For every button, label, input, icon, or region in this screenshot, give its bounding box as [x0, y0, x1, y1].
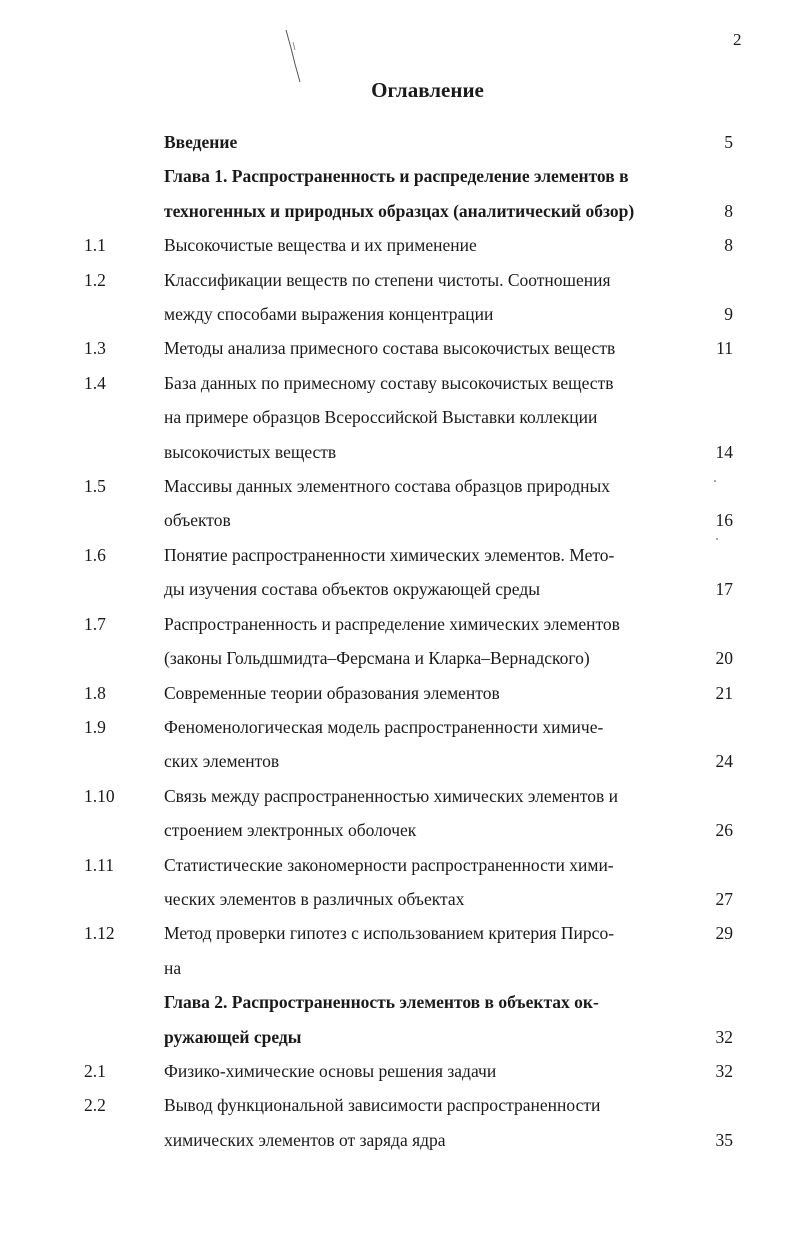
toc-entry-title-line: между способами выражения концентрации	[164, 304, 494, 325]
toc-entry-title-line: строением электронных оболочек	[164, 820, 417, 841]
toc-entry-title-line: База данных по примесному составу высокочистых веществ	[164, 372, 614, 393]
toc-section-entry	[0, 331, 793, 365]
toc-entry-page-number: 32	[715, 1060, 733, 1081]
toc-entry-title-line: объектов	[164, 510, 231, 531]
toc-entry-title-line: Статистические закономерности распространенности хими-	[164, 854, 614, 875]
toc-entry-title	[164, 159, 689, 228]
toc-entry-number: 1.10	[84, 785, 115, 806]
toc-section-entry	[0, 538, 793, 607]
toc-entry-number: 2.1	[84, 1060, 106, 1081]
toc-entry-number: 1.1	[84, 235, 106, 256]
toc-section-entry	[0, 779, 793, 848]
toc-entry-number: 1.7	[84, 613, 106, 634]
toc-section-entry	[0, 1054, 793, 1088]
toc-entry-title-line: на	[164, 957, 182, 978]
toc-entry-title-line: Связь между распространенностью химических элементов и	[164, 785, 619, 806]
toc-section-entry	[0, 228, 793, 262]
toc-entry-title-line: ческих элементов в различных объектах	[164, 888, 465, 909]
toc-entry-title-line: Высокочистые вещества и их применение	[164, 235, 477, 256]
toc-entry-title	[164, 331, 689, 365]
toc-entry-title-line: Массивы данных элементного состава образцов природных	[164, 476, 611, 497]
toc-chapter-entry	[0, 159, 793, 228]
toc-entry-page-number: 26	[715, 820, 733, 841]
toc-section-entry	[0, 1088, 793, 1157]
toc-entry-page-number: 9	[724, 304, 733, 325]
toc-entry-number: 1.4	[84, 372, 106, 393]
toc-entry-title	[164, 985, 689, 1054]
toc-entry-page-number: 20	[715, 648, 733, 669]
toc-entry-title-line: Современные теории образования элементов	[164, 682, 500, 703]
toc-entry-number: 1.11	[84, 854, 114, 875]
toc-chapter-entry	[0, 985, 793, 1054]
toc-entry-number: 1.2	[84, 269, 106, 290]
toc-entry-title	[164, 676, 689, 710]
toc-title: Оглавление	[371, 78, 484, 102]
toc-entry-title-line: Физико-химические основы решения задачи	[164, 1060, 497, 1081]
toc-entry-page-number: 5	[724, 132, 733, 152]
page-number: 2	[733, 30, 742, 49]
toc-entry-page-number: 14	[715, 441, 733, 462]
toc-section-entry	[0, 916, 793, 985]
toc-entry-title	[164, 263, 689, 332]
toc-entry-title-line: Введение	[164, 132, 238, 152]
toc-section-entry	[0, 469, 793, 538]
toc-entry-title-line: Глава 1. Распространенность и распределение элементов в	[164, 166, 629, 187]
table-of-contents	[0, 125, 793, 1157]
toc-entry-title	[164, 366, 689, 469]
toc-entry-title	[164, 228, 689, 262]
toc-section-entry	[0, 676, 793, 710]
toc-entry-page-number: 27	[715, 888, 733, 909]
toc-entry-title	[164, 607, 689, 676]
toc-entry-title	[164, 916, 689, 985]
toc-entry-title	[164, 1088, 689, 1157]
toc-entry-title-line: Глава 2. Распространенность элементов в объектах ок-	[164, 992, 599, 1013]
toc-entry-page-number: 8	[724, 235, 733, 256]
toc-entry-page-number: 35	[715, 1129, 733, 1150]
toc-entry-title	[164, 469, 689, 538]
toc-entry-title-line: ружающей среды	[164, 1026, 302, 1047]
toc-entry-title-line: (законы Гольдшмидта–Ферсмана и Кларка–Вернадского)	[164, 648, 590, 669]
toc-section-entry	[0, 366, 793, 469]
toc-entry-title-line: Понятие распространенности химических элементов. Мето-	[164, 544, 615, 565]
toc-entry-page-number: 11	[716, 338, 733, 359]
scan-speck	[714, 480, 716, 482]
toc-entry-number: 1.5	[84, 476, 106, 497]
toc-entry-title	[164, 538, 689, 607]
toc-entry-title	[164, 848, 689, 917]
toc-entry-page-number: 21	[715, 682, 733, 703]
toc-entry-number: 1.9	[84, 716, 106, 737]
toc-entry-page-number: 29	[715, 923, 733, 944]
toc-section-entry	[0, 607, 793, 676]
toc-entry-title-line: химических элементов от заряда ядра	[164, 1129, 446, 1150]
scan-speck	[716, 538, 718, 540]
toc-chapter-entry	[0, 125, 793, 159]
toc-entry-page-number: 17	[715, 579, 733, 600]
toc-entry-title-line: техногенных и природных образцах (аналитический обзор)	[164, 200, 635, 221]
toc-entry-number: 1.3	[84, 338, 106, 359]
toc-section-entry	[0, 263, 793, 332]
toc-entry-title-line: Феноменологическая модель распространенности химиче-	[164, 716, 604, 737]
toc-entry-number: 1.8	[84, 682, 106, 703]
toc-entry-title-line: Вывод функциональной зависимости распространенности	[164, 1095, 601, 1116]
toc-entry-title-line: ды изучения состава объектов окружающей среды	[164, 579, 540, 600]
toc-entry-title-line: Классификации веществ по степени чистоты. Соотношения	[164, 269, 611, 290]
toc-section-entry	[0, 710, 793, 779]
toc-entry-page-number: 24	[715, 751, 733, 772]
toc-entry-number: 1.12	[84, 923, 115, 944]
toc-section-entry	[0, 848, 793, 917]
toc-entry-title	[164, 125, 689, 159]
toc-entry-page-number: 32	[715, 1026, 733, 1047]
toc-entry-number: 1.6	[84, 544, 106, 565]
toc-entry-title	[164, 1054, 689, 1088]
toc-entry-title-line: ских элементов	[164, 751, 280, 772]
toc-entry-title-line: высокочистых веществ	[164, 441, 337, 462]
toc-entry-title	[164, 779, 689, 848]
toc-entry-title-line: на примере образцов Всероссийской Выставки коллекции	[164, 407, 598, 428]
toc-entry-title-line: Распространенность и распределение химических элементов	[164, 613, 620, 634]
toc-entry-page-number: 16	[715, 510, 733, 531]
toc-entry-page-number: 8	[724, 200, 733, 221]
toc-entry-number: 2.2	[84, 1095, 106, 1116]
toc-entry-title-line: Методы анализа примесного состава высокочистых веществ	[164, 338, 616, 359]
toc-entry-title	[164, 710, 689, 779]
toc-entry-title-line: Метод проверки гипотез с использованием критерия Пирсо-	[164, 923, 615, 944]
